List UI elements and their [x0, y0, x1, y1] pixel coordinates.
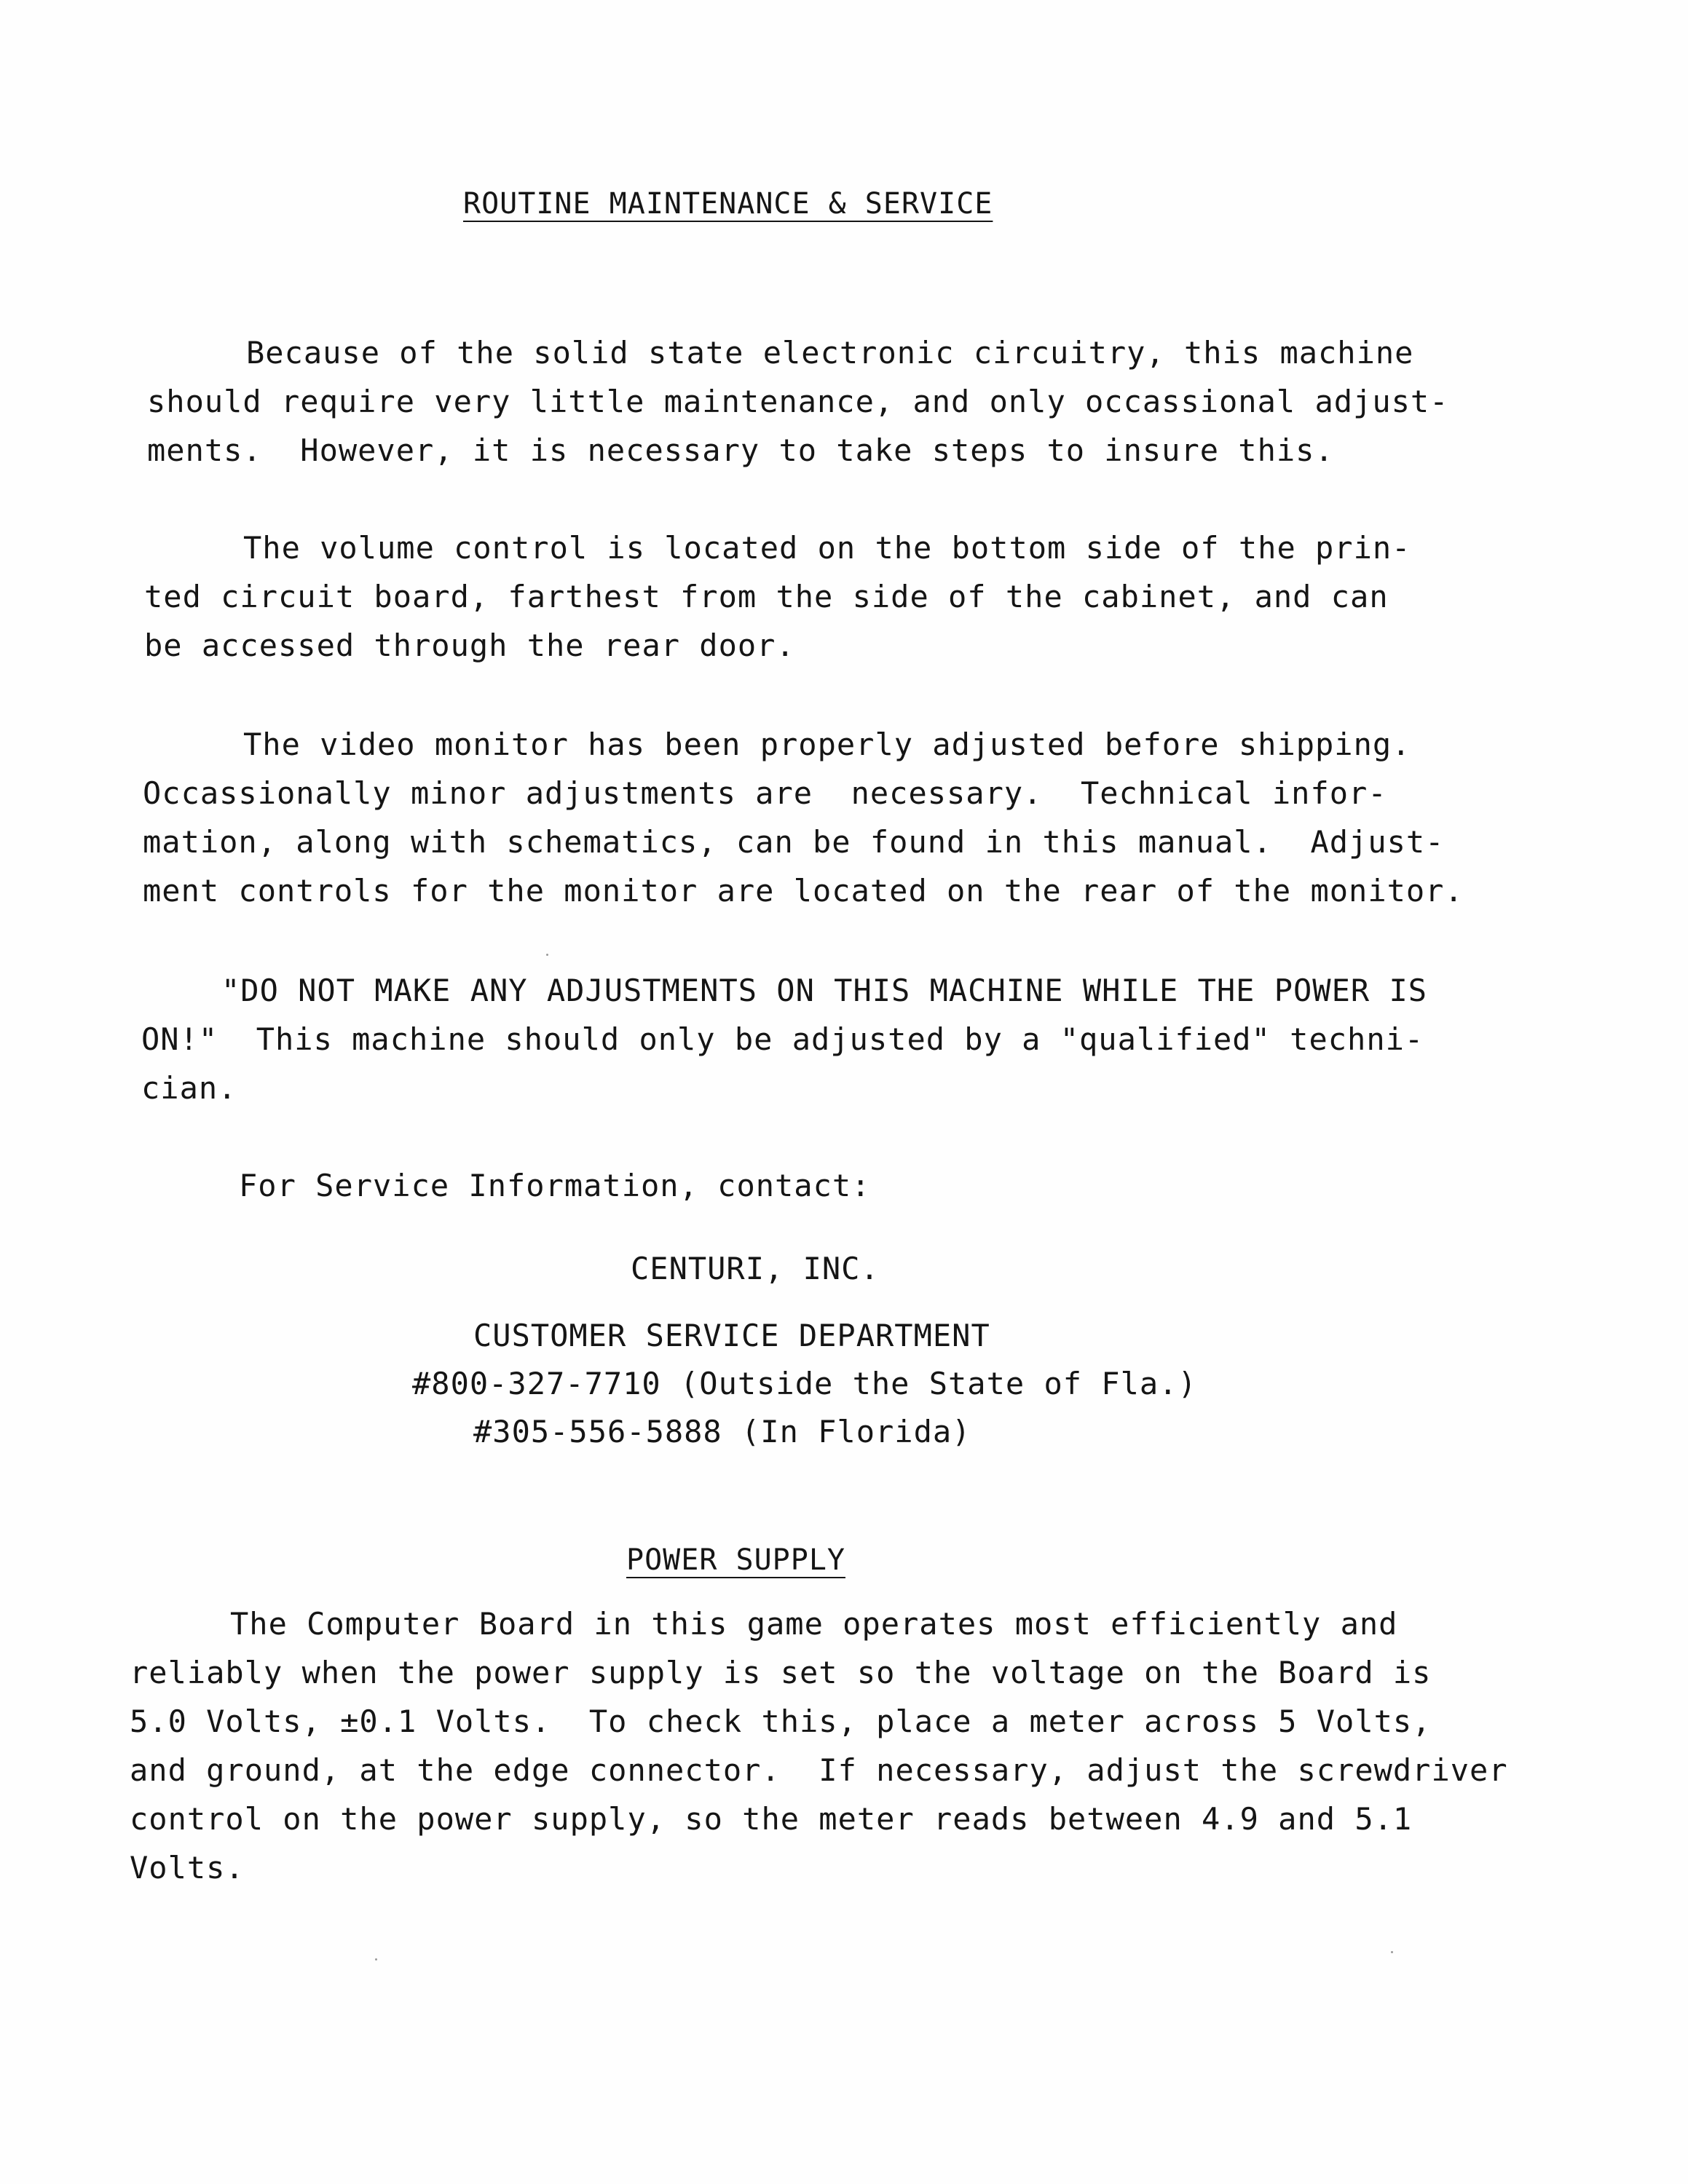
warning-line: ON!" This machine should only be adjusted by a "qualified" techni- [141, 1021, 1424, 1057]
warning-line: "DO NOT MAKE ANY ADJUSTMENTS ON THIS MACHINE WHILE THE POWER IS [221, 973, 1428, 1008]
warning-line: cian. [141, 1070, 237, 1106]
paragraph-line: control on the power supply, so the meter reads between 4.9 and 5.1 [130, 1801, 1413, 1837]
paragraph-line: ted circuit board, farthest from the side of the cabinet, and can [144, 579, 1389, 614]
paragraph-line: Volts. [130, 1850, 245, 1886]
contact-intro: For Service Information, contact: [239, 1168, 871, 1203]
paragraph-line: be accessed through the rear door. [144, 628, 795, 663]
paragraph-line: ment controls for the monitor are located on the rear of the monitor. [143, 873, 1464, 909]
customer-service-department: CUSTOMER SERVICE DEPARTMENT [473, 1318, 990, 1353]
phone-in-florida: #305-556-5888 (In Florida) [473, 1414, 971, 1449]
scan-speck [1391, 1951, 1393, 1953]
paragraph-line: should require very little maintenance, and only occassional adjust- [147, 384, 1449, 419]
paragraph-line: ments. However, it is necessary to take steps to insure this. [147, 432, 1334, 468]
paragraph-line: and ground, at the edge connector. If necessary, adjust the screwdriver [130, 1752, 1508, 1788]
paragraph-line: Occassionally minor adjustments are necessary. Technical infor- [143, 775, 1387, 811]
scan-speck [546, 954, 548, 956]
company-name: CENTURI, INC. [631, 1251, 880, 1286]
paragraph-line: Because of the solid state electronic circuitry, this machine [246, 335, 1414, 371]
section-heading-maintenance: ROUTINE MAINTENANCE & SERVICE [463, 187, 993, 221]
paragraph-line: mation, along with schematics, can be found in this manual. Adjust- [143, 824, 1445, 860]
phone-outside-florida: #800-327-7710 (Outside the State of Fla.) [412, 1366, 1197, 1401]
section-heading-power-supply: POWER SUPPLY [626, 1543, 845, 1577]
paragraph-line: The Computer Board in this game operates most efficiently and [230, 1606, 1398, 1642]
scan-speck [375, 1958, 377, 1961]
paragraph-line: reliably when the power supply is set so the voltage on the Board is [130, 1655, 1432, 1690]
paragraph-line: The video monitor has been properly adjusted before shipping. [243, 727, 1411, 762]
paragraph-line: The volume control is located on the bottom side of the prin- [243, 530, 1411, 566]
paragraph-line: 5.0 Volts, ±0.1 Volts. To check this, place a meter across 5 Volts, [130, 1704, 1432, 1739]
